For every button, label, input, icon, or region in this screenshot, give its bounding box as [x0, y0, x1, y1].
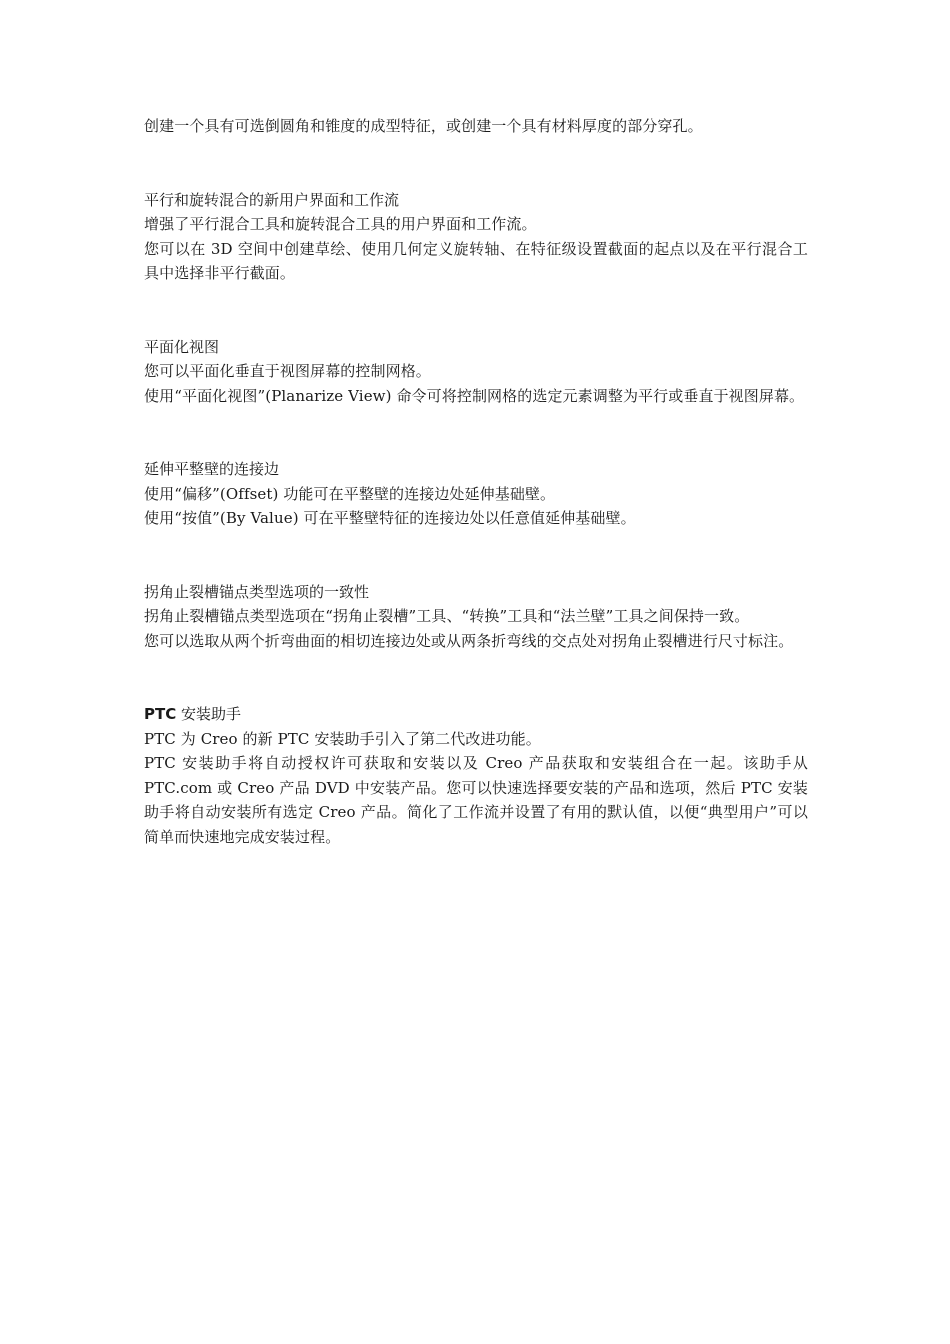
- section-paragraph: 拐角止裂槽锚点类型选项在“拐角止裂槽”工具、“转换”工具和“法兰壁”工具之间保持一致。: [144, 607, 750, 625]
- section-paragraph: 使用“平面化视图”(Planarize View) 命令可将控制网格的选定元素调整为平行或垂直于视图屏幕。: [144, 386, 805, 405]
- section-corner-relief: [144, 580, 808, 654]
- section-heading: 延伸平整壁的连接边: [144, 460, 280, 478]
- section-paragraph: PTC 安装助手将自动授权许可获取和安装以及 Creo 产品获取和安装组合在一起。该助手从 PTC.com 或 Creo 产品 DVD 中安装产品。您可以快速选择要安装的产品和选项，然后 PTC 安装助手将自动安装所有选定 Creo 产品。简化了工作流并设置了有用的默认值，以便“典型用户”可以简单而快速地完成安装过程。: [144, 754, 808, 846]
- section-heading: 平面化视图: [144, 337, 220, 356]
- section-paragraph: 使用“按值”(By Value) 可在平整壁特征的连接边处以任意值延伸基础壁。: [144, 509, 636, 527]
- section-paragraph: 增强了平行混合工具和旋转混合工具的用户界面和工作流。: [144, 215, 537, 233]
- heading-bold-ptc: PTC: [144, 705, 177, 723]
- section-paragraph: 您可以平面化垂直于视图屏幕的控制网格。: [144, 362, 431, 380]
- section-paragraph: PTC 为 Creo 的新 PTC 安装助手引入了第二代改进功能。: [144, 729, 541, 748]
- section-extend-flat-wall: [144, 457, 808, 531]
- section-heading: 拐角止裂槽锚点类型选项的一致性: [144, 582, 370, 601]
- intro-paragraph: 创建一个具有可选倒圆角和锥度的成型特征，或创建一个具有材料厚度的部分穿孔。: [144, 117, 703, 135]
- section-blend-workflow: [144, 188, 808, 286]
- section-paragraph: 您可以选取从两个折弯曲面的相切连接边处或从两条折弯线的交点处对拐角止裂槽进行尺寸标注。: [144, 631, 794, 650]
- section-paragraph: 使用“偏移”(Offset) 功能可在平整壁的连接边处延伸基础壁。: [144, 484, 556, 503]
- section-heading: 平行和旋转混合的新用户界面和工作流: [144, 190, 400, 209]
- section-planarize-view: [144, 335, 808, 409]
- section-paragraph: 您可以在 3D 空间中创建草绘、使用几何定义旋转轴、在特征级设置截面的起点以及在平行混合工具中选择非平行截面。: [144, 239, 808, 282]
- section-heading: [144, 702, 808, 727]
- section-ptc-installer: [144, 702, 808, 849]
- heading-rest: 安装助手: [176, 705, 242, 723]
